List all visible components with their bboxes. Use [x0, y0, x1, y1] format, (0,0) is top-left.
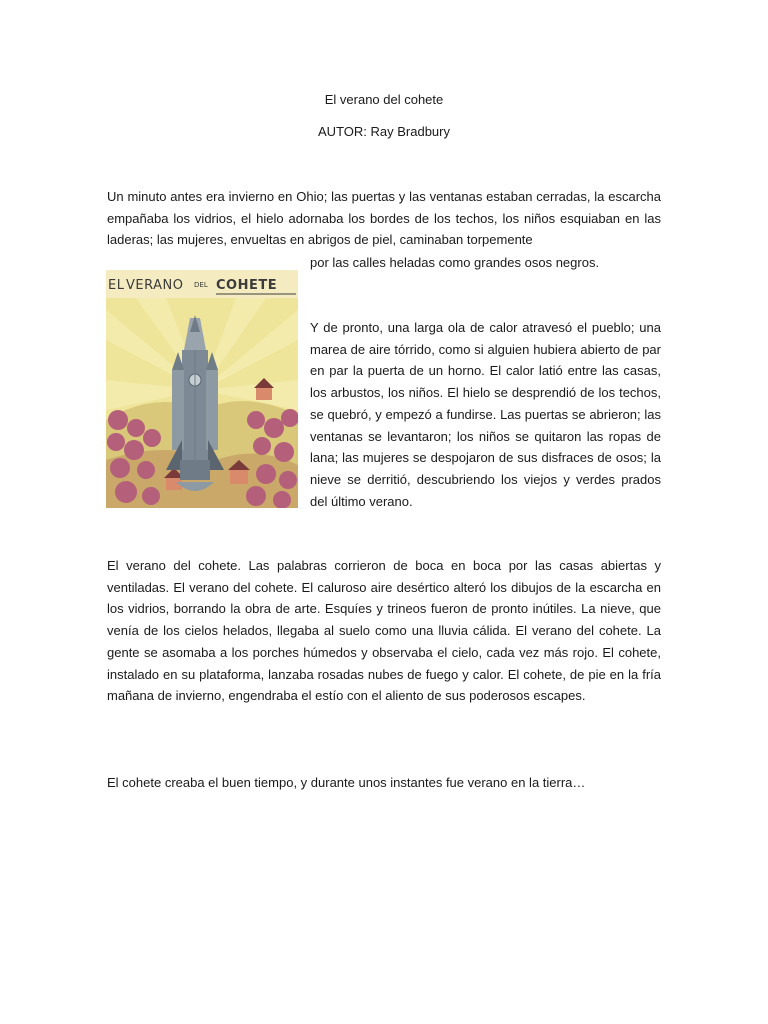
rocket-illustration — [106, 270, 298, 508]
cover-title-del: DEL — [194, 281, 208, 289]
author-line: AUTOR: Ray Bradbury — [318, 124, 450, 139]
cover-title-cohete: COHETE — [216, 278, 278, 293]
paragraph-2: Y de pronto, una larga ola de calor atravesó el pueblo; una marea de aire tórrido, como si alguien hubiera abierto de par en par la puerta de un horno. El calor latió entre las casas, los arbustos, los niños. El hielo se desprendió de los techos, se quebró, y empezó a fundirse. Las puertas se abrieron; las ventanas se levantaron; los niños se quitaron las ropas de lana; las mujeres se despojaron de sus disfraces de osos; la nieve se derritió, descubriendo los viejos y verdes prados del último verano. — [310, 320, 661, 509]
book-cover-image — [106, 270, 298, 508]
paragraph-1: Un minuto antes era invierno en Ohio; las puertas y las ventanas estaban cerradas, la escarcha empañaba los vidrios, el hielo adornaba los bordes de los techos, los niños esquiaban en las laderas; las mujeres, envueltas en abrigos de piel, caminaban torpemente — [107, 189, 661, 248]
paragraph-4: El cohete creaba el buen tiempo, y durante unos instantes fue verano en la tierra… — [107, 775, 586, 790]
cover-title-verano: VERANO — [126, 278, 184, 293]
paragraph-3: El verano del cohete. Las palabras corrieron de boca en boca por las casas abiertas y ventiladas. El verano del cohete. El caluroso aire desértico alteró los dibujos de la escarcha en los vidrios, borrando la obra de arte. Esquíes y trineos fueron de pronto inútiles. La nieve, que venía de los cielos helados, llegaba al suelo como una lluvia cálida. El verano del cohete. La gente se asomaba a los porches húmedos y observaba el cielo, cada vez más rojo. El cohete, instalado en su plataforma, lanzaba rosadas nubes de fuego y calor. El cohete, de pie en la fría mañana de invierno, engendraba el estío con el aliento de sus poderosos escapes. — [107, 558, 661, 704]
cover-title-el: EL — [108, 278, 125, 293]
paragraph-1-tail: por las calles heladas como grandes osos negros. — [310, 255, 600, 270]
document-title: El verano del cohete — [324, 92, 444, 107]
